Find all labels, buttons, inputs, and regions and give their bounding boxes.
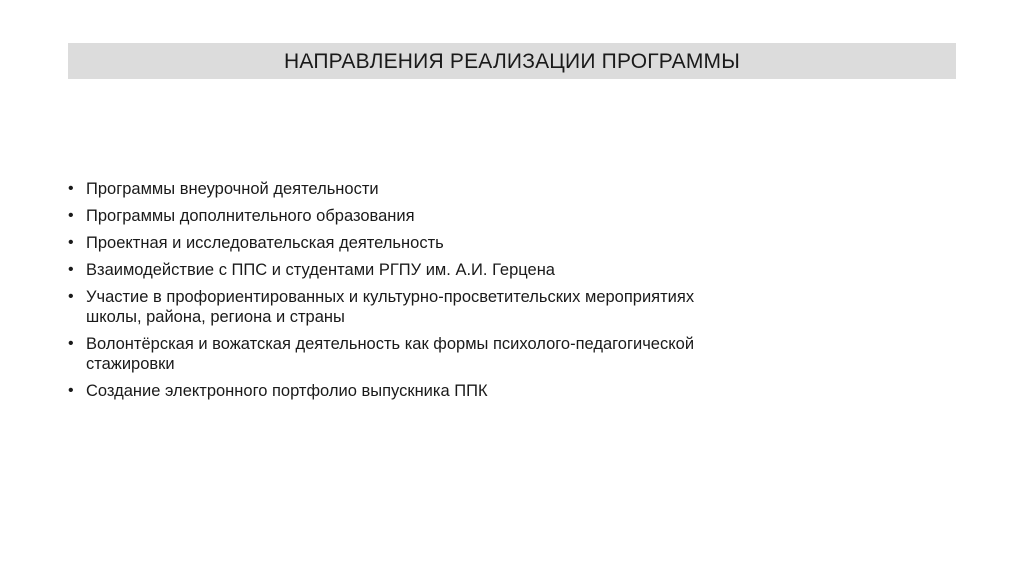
bullet-icon: • bbox=[68, 382, 74, 399]
list-item-text: Создание электронного портфолио выпускника ППК bbox=[86, 382, 488, 400]
list-item bbox=[68, 260, 868, 280]
bullet-icon: • bbox=[68, 335, 74, 352]
bullet-icon: • bbox=[68, 207, 74, 224]
list-item bbox=[68, 334, 868, 374]
list-item-text: Волонтёрская и вожатская деятельность как формы психолого-педагогической стажировки bbox=[86, 335, 695, 373]
list-item-text: Участие в профориентированных и культурно-просветительских мероприятиях школы, района, региона и страны bbox=[86, 288, 695, 326]
list-item-text: Программы дополнительного образования bbox=[86, 207, 415, 225]
bullet-icon: • bbox=[68, 234, 74, 251]
list-item bbox=[68, 287, 868, 327]
bullet-icon: • bbox=[68, 288, 74, 305]
bullet-icon: • bbox=[68, 180, 74, 197]
list-item bbox=[68, 206, 868, 226]
list-item bbox=[68, 233, 868, 253]
list-item-text: Программы внеурочной деятельности bbox=[86, 180, 379, 198]
bullet-icon: • bbox=[68, 261, 74, 278]
list-item-text: Проектная и исследовательская деятельность bbox=[86, 234, 444, 252]
slide-title: НАПРАВЛЕНИЯ РЕАЛИЗАЦИИ ПРОГРАММЫ bbox=[284, 49, 740, 73]
list-item bbox=[68, 381, 868, 401]
title-banner bbox=[68, 43, 956, 79]
list-item bbox=[68, 179, 868, 199]
bullet-list bbox=[68, 179, 868, 408]
list-item-text: Взаимодействие с ППС и студентами РГПУ им. А.И. Герцена bbox=[86, 261, 555, 279]
